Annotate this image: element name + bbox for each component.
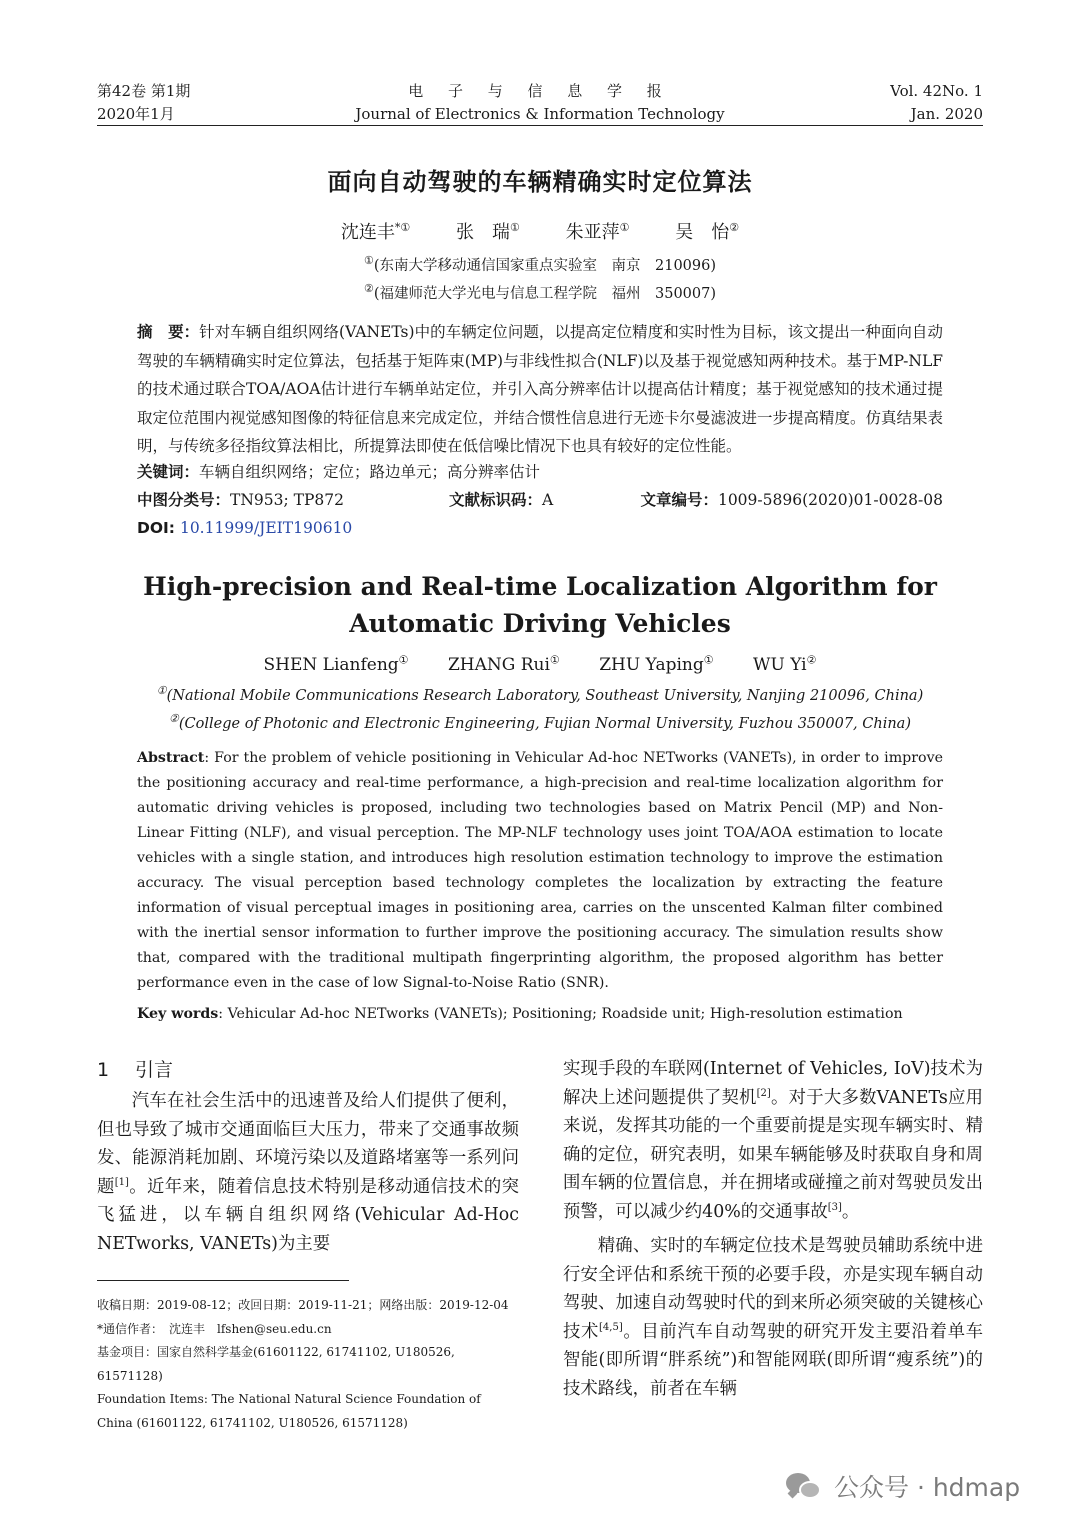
author-cn: 张 瑞① bbox=[456, 221, 520, 243]
journal-name bbox=[97, 80, 983, 126]
volume-issue: 第42卷 第1期 bbox=[97, 82, 191, 100]
footnotes bbox=[97, 1294, 519, 1435]
section-heading: 1 引言 bbox=[97, 1059, 174, 1081]
body-paragraph: 实现手段的车联网(Internet of Vehicles, IoV)技术为解决上述问题提供了契机[2]。对于大多数VANETs应用来说，发挥其功能的一个重要前提是实现车辆实时、精确的定位，研究表明，如果车辆能够及时获取自身和周围车辆的位置信息，并在拥堵或碰撞之前对驾驶员发出预警，可以减少约40%的交通事故[3]。 bbox=[563, 1059, 983, 1222]
body-column-left bbox=[97, 1055, 519, 1258]
affiliation-en: ①(National Mobile Communications Research Laboratory, Southeast University, Nanjing 210096, China) bbox=[156, 684, 924, 704]
citation[interactable]: [3] bbox=[827, 1201, 842, 1213]
footnote-corresponding: *通信作者： 沈连丰 lfshen@seu.edu.cn bbox=[97, 1321, 332, 1336]
watermark-text: 公众号 · hdmap bbox=[834, 1473, 1021, 1502]
journal-name-en: Journal of Electronics & Information Technology bbox=[355, 105, 725, 123]
author-en: SHEN Lianfeng① bbox=[263, 653, 409, 675]
abstract-cn bbox=[137, 318, 943, 461]
author-en: WU Yi② bbox=[753, 653, 817, 675]
footnote-dates: 收稿日期：2019-08-12；改回日期：2019-11-21；网络出版：2019-12-04 bbox=[97, 1298, 509, 1312]
footnote-divider bbox=[97, 1280, 349, 1281]
abstract-text-cn: 针对车辆自组织网络(VANETs)中的车辆定位问题，以提高定位精度和实时性为目标，该文提出一种面向自动驾驶的车辆精确实时定位算法，包括基于矩阵束(MP)与非线性拟合(NLF)以及基于视觉感知两种技术。基于MP-NLF的技术通过联合TOA/AOA估计进行车辆单站定位，并引入高分辨率估计以提高估计精度；基于视觉感知的技术通过提取定位范围内视觉感知图像的特征信息来完成定位，并结合惯性信息进行无迹卡尔曼滤波进一步提高精度。仿真结果表明，与传统多径指纹算法相比，所提算法即使在低信噪比情况下也具有较好的定位性能。 bbox=[137, 323, 944, 456]
keywords-en: Key words: Vehicular Ad-hoc NETworks (VANETs); Positioning; Roadside unit; High-resolution estimation bbox=[137, 1006, 903, 1022]
volume-issue-en: Vol. 42No. 1 bbox=[890, 82, 983, 100]
footnote-fund-cn: 基金项目：国家自然科学基金(61601122, 61741102, U180526, 61571128) bbox=[97, 1345, 455, 1383]
article-number: 文章编号：1009-5896(2020)01-0028-08 bbox=[640, 491, 943, 509]
document-code: 文献标识码：A bbox=[449, 491, 554, 509]
wechat-icon bbox=[786, 1471, 824, 1501]
citation[interactable]: [2] bbox=[756, 1087, 771, 1099]
affiliation-cn: ②(福建师范大学光电与信息工程学院 福州 350007) bbox=[363, 282, 717, 302]
watermark bbox=[786, 1466, 1056, 1506]
abstract-label-cn: 摘 要： bbox=[137, 323, 200, 341]
paper-title-cn: 面向自动驾驶的车辆精确实时定位算法 bbox=[327, 168, 753, 196]
abstract-label-en: Abstract bbox=[137, 750, 205, 766]
author-en: ZHU Yaping① bbox=[599, 653, 714, 675]
issue-info-en bbox=[890, 80, 983, 126]
body-column-right bbox=[563, 1055, 983, 1403]
clc-number: 中图分类号：TN953; TP872 bbox=[137, 491, 345, 509]
author-cn: 吴 怡② bbox=[675, 221, 740, 243]
abstract-text-en: : For the problem of vehicle positioning in Vehicular Ad-hoc NETworks (VANETs), in order to improve the positioning accuracy and real-time performance, a high-precision and real-time localization algorithm for automatic driving vehicles is proposed, including two technologies based on Matrix Pencil (MP) and Non-Linear Fitting (NLF), and visual perception. The MP-NLF technology uses joint TOA/AOA estimation to locate vehicles with a single station, and introduces high resolution estimation technology to improve the estimation accuracy. The visual perception based technology completes the localization by extracting the feature information of visual perceptual images in positioning area, carries on the unscented Kalman filter combined with the inertial sensor information to further improve the positioning accuracy. The simulation results show that, compared with the traditional multipath fingerprinting algorithm, the proposed algorithm has better performance even in the case of low Signal-to-Noise Ratio (SNR). bbox=[137, 750, 943, 991]
citation[interactable]: [4,5] bbox=[599, 1321, 623, 1333]
journal-header bbox=[97, 78, 983, 126]
doi: DOI: 10.11999/JEIT190610 bbox=[137, 519, 353, 537]
body-paragraph: 精确、实时的车辆定位技术是驾驶员辅助系统中进行安全评估和系统干预的必要手段，亦是实现车辆自动驾驶、加速自动驾驶时代的到来所必须突破的关键核心技术[4,5]。目前汽车自动驾驶的研究开发主要沿着单车智能(即所谓“胖系统”)和智能网联(即所谓“瘦系统”)的技术路线，前者在车辆 bbox=[563, 1236, 983, 1399]
affiliation-cn: ①(东南大学移动通信国家重点实验室 南京 210096) bbox=[363, 254, 717, 274]
journal-name-cn: 电 子 与 信 息 学 报 bbox=[408, 82, 672, 100]
issue-date-cn: 2020年1月 bbox=[97, 105, 175, 123]
classification-row bbox=[137, 486, 943, 514]
abstract-en bbox=[137, 746, 943, 996]
citation[interactable]: [1] bbox=[114, 1176, 129, 1188]
author-en: ZHANG Rui① bbox=[447, 653, 560, 675]
affiliation-en: ②(College of Photonic and Electronic Engineering, Fujian Normal University, Fuzhou 350007, China) bbox=[169, 712, 911, 732]
paper-title-en: High-precision and Real-time Localization Algorithm for Automatic Driving Vehicles bbox=[143, 572, 937, 638]
doi-link[interactable]: 10.11999/JEIT190610 bbox=[179, 519, 353, 537]
footnote-fund-en: Foundation Items: The National Natural Science Foundation of China (61601122, 61741102, U180526, 61571128) bbox=[97, 1392, 481, 1430]
author-list-en bbox=[0, 655, 1080, 675]
author-cn: 朱亚萍① bbox=[565, 221, 630, 243]
issue-date-en: Jan. 2020 bbox=[910, 105, 983, 123]
author-list-cn bbox=[0, 218, 1080, 244]
body-paragraph: 汽车在社会生活中的迅速普及给人们提供了便利，但也导致了城市交通面临巨大压力，带来了交通事故频发、能源消耗加剧、环境污染以及道路堵塞等一系列问题[1]。近年来，随着信息技术特别是移动通信技术的突飞猛进，以车辆自组织网络(Vehicular Ad-Hoc NETworks, VANETs)为主要 bbox=[97, 1091, 519, 1254]
keywords-cn: 关键词：车辆自组织网络；定位；路边单元；高分辨率估计 bbox=[137, 463, 541, 481]
author-cn: 沈连丰*① bbox=[340, 221, 411, 243]
